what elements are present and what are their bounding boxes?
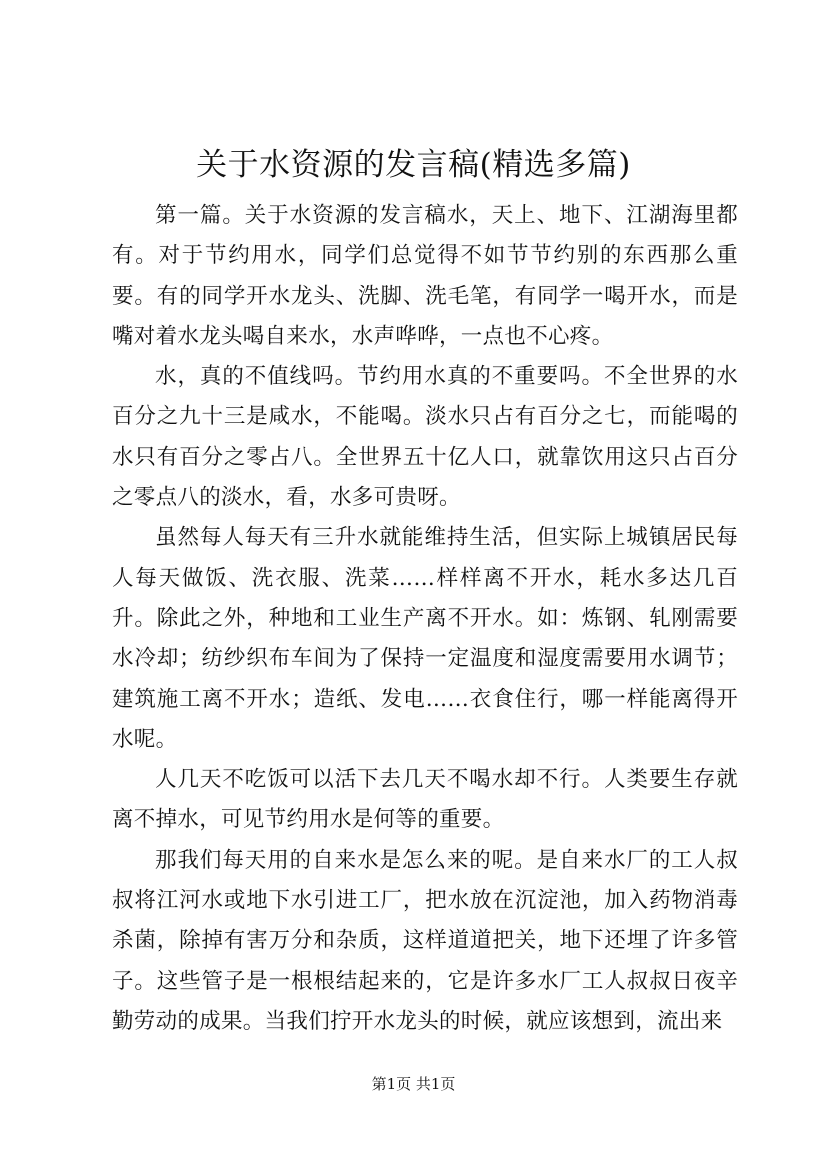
paragraph-4: 人几天不吃饭可以活下去几天不喝水却不行。人类要生存就离不掉水，可见节约用水是何等的重要。: [112, 767, 738, 833]
paragraph-1: 第一篇。关于水资源的发言稿水，天上、地下、江湖海里都有。对于节约用水，同学们总觉得不如节节约别的东西那么重要。有的同学开水龙头、洗脚、洗毛笔，有同学一喝开水，而是嘴对着水龙头喝自来水，水声哗哗，一点也不心疼。: [112, 203, 738, 349]
paragraph-5: 那我们每天用的自来水是怎么来的呢。是自来水厂的工人叔叔将江河水或地下水引进工厂，把水放在沉淀池，加入药物消毒杀菌，除掉有害万分和杂质，这样道道把关，地下还埋了许多管子。这些管子是一根根结起来的，它是许多水厂工人叔叔日夜辛勤劳动的成果。当我们拧开水龙头的时候，就应该想到，流出来: [112, 847, 738, 1034]
document-body: [112, 196, 738, 1042]
paragraph-3: 虽然每人每天有三升水就能维持生活，但实际上城镇居民每人每天做饭、洗衣服、洗菜……样样离不开水，耗水多达几百升。除此之外，种地和工业生产离不开水。如：炼钢、轧刚需要水冷却；纺纱织布车间为了保持一定温度和湿度需要用水调节；建筑施工离不开水；造纸、发电……衣食住行，哪一样能离得开水呢。: [112, 525, 738, 752]
paragraph-2: 水，真的不值线吗。节约用水真的不重要吗。不全世界的水百分之九十三是咸水，不能喝。淡水只占有百分之七，而能喝的水只有百分之零占八。全世界五十亿人口，就靠饮用这只占百分之零点八的淡水，看，水多可贵呀。: [112, 364, 738, 511]
page-footer: 第1页 共1页: [371, 1075, 456, 1093]
document-title: 关于水资源的发言稿(精选多篇): [196, 147, 631, 183]
